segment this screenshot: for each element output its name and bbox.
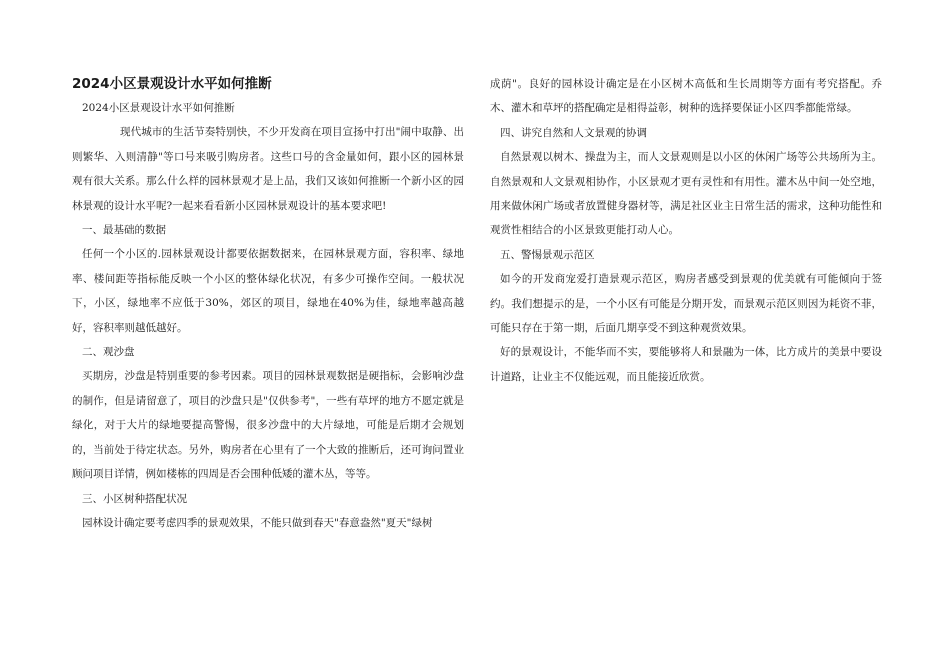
- section-5-paragraph-1: 如今的开发商宠爱打造景观示范区，购房者感受到景观的优美就有可能倾向于签约。我们想提示的是，一个小区有可能是分期开发，而景观示范区则因为耗资不菲，可能只存在于第一期，后面几期享受不到这种观赏效果。: [490, 273, 882, 335]
- section-heading-1: 一、最基础的数据: [82, 224, 166, 237]
- right-column: [490, 72, 882, 389]
- section-1-paragraph: 任何一个小区的.园林景观设计都要依据数据来，在园林景观方面，容积率、绿地率、楼间距等指标能反映一个小区的整体绿化状况，有多少可操作空间。一般状况下，小区，绿地率不应低于30%，郊区的项目，绿地在40%为佳，绿地率越高越好，容积率则越低越好。: [72, 248, 464, 334]
- document-title: 2024小区景观设计水平如何推断: [72, 76, 272, 92]
- section-3-paragraph-continued: 成荫"。良好的园林设计确定是在小区树木高低和生长周期等方面有考究搭配。乔木、灌木和草坪的搭配确定是相得益彰，树种的选择要保证小区四季都能常绿。: [490, 78, 882, 115]
- document-subtitle: 2024小区景观设计水平如何推断: [82, 102, 235, 114]
- left-column: [72, 72, 464, 535]
- intro-paragraph: 现代城市的生活节奏特别快，不少开发商在项目宣扬中打出"闹中取静、出则繁华、入则清静"等口号来吸引购房者。这些口号的含金量如何，跟小区的园林景观有很大关系。那么什么样的园林景观才是上品，我们又该如何推断一个新小区的园林景观的设计水平呢?一起来看看新小区园林景观设计的基本要求吧!: [72, 126, 464, 212]
- section-heading-2: 二、观沙盘: [82, 346, 135, 359]
- section-heading-5: 五、警惕景观示范区: [500, 248, 595, 261]
- section-5-paragraph-2: 好的景观设计，不能华而不实，要能够将人和景融为一体，比方成片的美景中要设计道路，让业主不仅能远观，而且能接近欣赏。: [490, 346, 882, 383]
- section-3-paragraph-start: 园林设计确定要考虑四季的景观效果，不能只做到春天"春意盎然"夏天"绿树: [82, 516, 433, 529]
- section-2-paragraph: 买期房，沙盘是特别重要的参考因素。项目的园林景观数据是硬指标，会影响沙盘的制作，但是请留意了，项目的沙盘只是"仅供参考"，一些有草坪的地方不愿定就是绿化，对于大片的绿地要提高警惕，很多沙盘中的大片绿地，可能是后期才会规划的，当前处于待定状态。另外，购房者在心里有了一个大致的推断后，还可询问置业顾问项目详情，例如楼栋的四周是否会围种低矮的灌木丛，等等。: [72, 370, 464, 481]
- section-heading-4: 四、讲究自然和人文景观的协调: [500, 126, 647, 139]
- section-4-paragraph: 自然景观以树木、操盘为主，而人文景观则是以小区的休闲广场等公共场所为主。自然景观和人文景观相协作，小区景观才更有灵性和有用性。灌木丛中间一处空地，用来做休闲广场或者放置健身器材等，满足社区业主日常生活的需求，这种功能性和观赏性相结合的小区景致更能打动人心。: [490, 151, 882, 237]
- section-heading-3: 三、小区树种搭配状况: [82, 492, 187, 505]
